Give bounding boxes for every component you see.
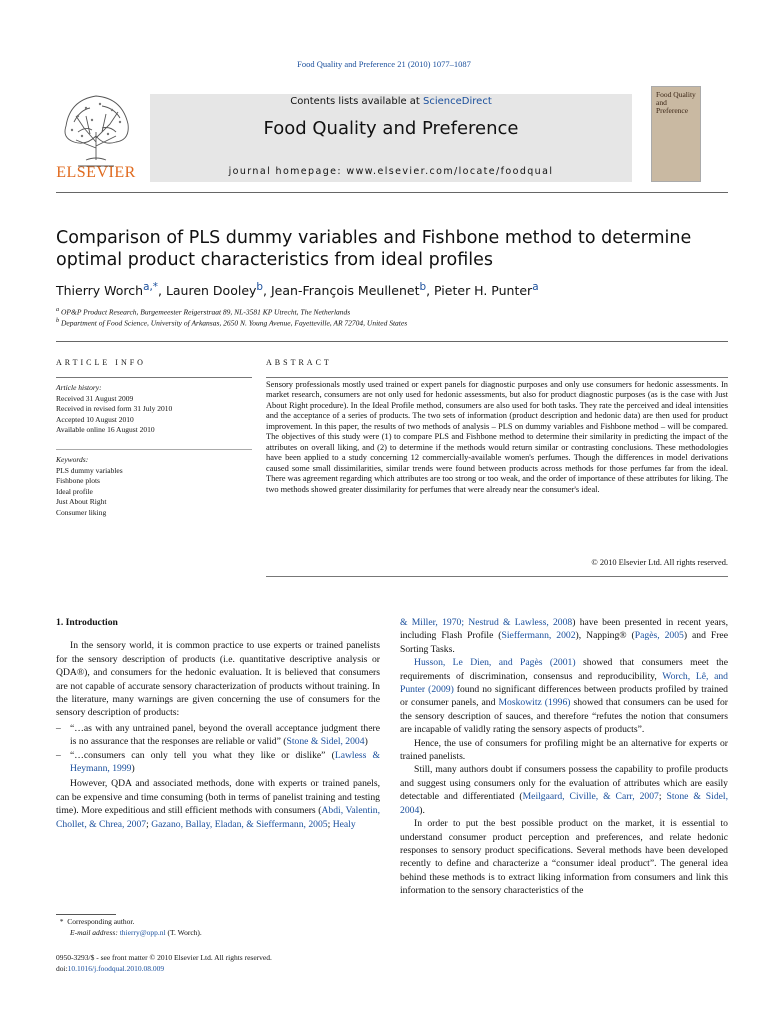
journal-cover-thumbnail <box>651 86 701 182</box>
corresponding-author <box>56 917 380 928</box>
paragraph: In the sensory world, it is common practice to use experts or trained panelists for the sensory description of products (i.e. quantitative descriptive analysis or QDA®), and consumers for the hedonic evaluation. It is believed that consumers are not capable of accurate sensory characterization of products without training. In the literature, many warnings are given concerning the use of consumers for the sensory description of products: <box>56 640 380 719</box>
reference-link[interactable]: Gazano, Ballay, Eladan, & Sieffermann, 2005 <box>151 818 328 830</box>
author-name: Pieter H. Punter <box>434 283 533 299</box>
paragraph-text: However, QDA and associated methods, done with experts or trained panels, can be expensive and time consuming (both in terms of panelist training and testing time). More expeditious and still efficient methods with consumers ( <box>56 778 380 817</box>
history-item: Received in revised form 31 July 2010 <box>56 404 173 413</box>
paragraph <box>400 763 728 817</box>
footnote-text: Corresponding author. <box>67 917 135 926</box>
doi-prefix: doi: <box>56 963 68 973</box>
reference-link[interactable]: Meilgaard, Civille, & Carr, 2007 <box>522 791 659 803</box>
doi-line <box>56 964 456 975</box>
body-left-column <box>56 616 380 831</box>
quote-item <box>56 722 380 749</box>
author-sup[interactable]: b <box>256 281 264 293</box>
affiliation-sup: a <box>56 306 60 313</box>
paragraph-text: showed that consumers meet the requirements of discrimination, consensus and reproducibility, <box>400 657 728 682</box>
keyword: Ideal profile <box>56 486 93 496</box>
author-sup[interactable]: a <box>532 281 539 293</box>
affiliation-text: Department of Food Science, University of Arkansas, 2650 N. Young Avenue, Fayetteville, AR 72704, United States <box>61 318 408 328</box>
sciencedirect-link[interactable]: ScienceDirect <box>423 96 492 107</box>
email-label: E-mail address: <box>70 927 120 937</box>
front-matter <box>56 953 456 974</box>
article-title: Comparison of PLS dummy variables and Fishbone method to determine optimal product characteristics from ideal profiles <box>56 228 692 270</box>
abstract-bottom-divider <box>266 576 728 577</box>
email-line <box>56 928 380 939</box>
section-heading: 1. Introduction <box>56 617 118 628</box>
reference-link[interactable]: Abdi, Valentin, Chollet, & Chrea, 2007 <box>56 805 381 830</box>
author-list: Thierry Worch$^{a,*}$, Lauren Dooley$^b$, Jean-François Meullenet$^b$, Pieter H. Punter$^a$ <box>56 281 539 299</box>
history-item: Available online 16 August 2010 <box>56 425 155 434</box>
reference-link[interactable]: Sieffermann, 2002 <box>501 630 576 642</box>
paragraph-text: showed that consumers can be used for the sensory description of sauces, and therefore “refutes the notion that consumers are incapable of validly rating the sensory aspects of products”. <box>400 697 728 736</box>
paragraph-text: ), Napping® ( <box>575 630 635 642</box>
contents-prefix: Contents lists available at <box>290 96 424 107</box>
quote-text: “…as with any untrained panel, beyond the overall acceptance judgment there is no assurance that the responses are reliable or valid” ( <box>70 722 380 748</box>
keyword: Just About Right <box>56 497 107 506</box>
quote-end: ) <box>131 763 135 775</box>
cover-title: Food Quality and Preference <box>656 90 696 115</box>
paragraph-text: ) have been presented in recent years, including Flash Profile ( <box>400 617 728 642</box>
journal-homepage[interactable]: journal homepage: www.elsevier.com/locate/foodqual <box>228 166 554 177</box>
abstract-copyright: © 2010 Elsevier Ltd. All rights reserved. <box>591 558 728 567</box>
footnote-star: * <box>59 917 64 926</box>
contents-available <box>150 96 632 107</box>
reference-link[interactable]: Worch, Lê, and Punter (2009) <box>400 670 728 696</box>
quote-end: ) <box>364 736 368 748</box>
author-name: Jean-François Meullenet <box>270 283 420 299</box>
issn-line: 0950-3293/$ - see front matter © 2010 Elsevier Ltd. All rights reserved. <box>56 953 272 962</box>
reference-link[interactable]: Healy <box>332 818 356 830</box>
paragraph-text: Still, many authors doubt if consumers possess the capability to profile products and suggest using consumers only for the evaluation of attributes which are easily detectable and differentiated ( <box>400 764 728 803</box>
journal-banner <box>150 94 632 182</box>
reference-link[interactable]: Moskowitz (1996) <box>498 697 571 709</box>
body-right-column <box>400 616 728 898</box>
keyword: Consumer liking <box>56 507 107 517</box>
affiliation <box>56 317 736 328</box>
footnote-divider <box>56 914 116 915</box>
affiliation-text: OP&P Product Research, Burgemeester Reigerstraat 89, NL-3581 KP Utrecht, The Netherlands <box>61 307 351 317</box>
author-sup[interactable]: b <box>419 281 427 293</box>
journal-citation[interactable]: Food Quality and Preference 21 (2010) 1077–1087 <box>297 59 471 69</box>
history-item: Accepted 10 August 2010 <box>56 414 134 424</box>
reference-link[interactable]: & Miller, 1970; Nestrud & Lawless, 2008 <box>400 617 573 628</box>
keyword: Fishbone plots <box>56 476 100 485</box>
author-name: Lauren Dooley <box>165 283 257 299</box>
quote-list <box>56 722 380 776</box>
email-suffix: (T. Worch). <box>165 927 202 937</box>
paragraph <box>400 616 728 656</box>
paragraph <box>56 777 380 831</box>
article-info-divider <box>56 377 252 378</box>
paragraph: Hence, the use of consumers for profiling might be an alternative for experts or trained panelists. <box>400 737 728 763</box>
paragraph: In order to put the best possible product on the market, it is essential to understand consumer product perception and preferences, and relate hedonic responses to sensory product specifications. Several methods have been developed recently to define and characterize a “consumer ideal product”. The general idea behind these methods is to extract liking information from consumers and link this information to the sensory characteristics of the <box>400 818 728 897</box>
footnote <box>56 917 380 938</box>
author-name: Thierry Worch <box>56 283 144 299</box>
ref-separator: ; <box>327 818 333 830</box>
affiliation <box>56 306 736 317</box>
history-item: Received 31 August 2009 <box>56 393 134 403</box>
reference-link[interactable]: Pagès, 2005 <box>634 630 684 642</box>
reference-link[interactable]: Stone & Sidel, 2004 <box>400 791 728 816</box>
header-divider <box>56 192 728 193</box>
author-sup[interactable]: a,* <box>143 281 158 293</box>
reference-link[interactable]: Husson, Le Dien, and Pagès (2001) <box>414 657 576 669</box>
abstract-heading: ABSTRACT <box>266 358 332 367</box>
article-history <box>56 383 252 436</box>
paragraph <box>400 656 728 736</box>
quote-item <box>56 749 380 776</box>
paragraph-text: found no significant differences between products profiled by trained or consumer panels, and <box>400 684 728 709</box>
keyword: PLS dummy variables <box>56 465 123 475</box>
reference-link[interactable]: Lawless & Heymann, 1999 <box>70 749 381 775</box>
doi-link[interactable]: 10.1016/j.foodqual.2010.08.009 <box>67 963 165 973</box>
keywords-divider <box>56 449 252 450</box>
abstract-text: Sensory professionals mostly used trained or expert panels for diagnostic purposes and only use consumers for hedonic assessments. In market research, consumers are not only used for hedonic assessments, but also for product diagnostic purposes (as is the case with Just About Right procedure). In the Ideal Profile method, consumers are also used for both tasks. They rate the perceived and ideal intensities and the acceptance of a series of products. The two sets of information (product description and hedonic data) are then used for product improvement. In this paper, the results of two methods of analysis – PLS on dummy variables and Fishbone method – will be compared. The objectives of this study were (1) to compare PLS and Fishbone method to determine their similarity in predicting the impact of the attributes on overall liking, and (2) to determine if the methods would return similar or contrasting conclusions. These methodologies have been applied to a study concerning 12 commercially-available women's perfumes. Though the differences in model derivations caused some small dissimilarities, similar trends were found between products across methods for those perfumes far from the ideal. There was agreement regarding which attributes are too strong or too weak, and the order of importance of these attributes for liking. The two methods showed greater dissimilarity for perfumes that were already near the consumer's ideal. <box>266 380 728 494</box>
paragraph-text: ). <box>419 804 425 816</box>
paragraph-text: ) and Free Sorting Tasks. <box>400 630 728 655</box>
ref-separator: ; <box>146 818 152 830</box>
email-link[interactable]: thierry@opp.nl <box>119 927 166 937</box>
ref-separator: ; <box>658 791 667 803</box>
keywords <box>56 455 252 518</box>
elsevier-wordmark: ELSEVIER <box>56 164 136 181</box>
keywords-label: Keywords: <box>56 455 89 464</box>
article-info-heading: ARTICLE INFO <box>56 358 146 367</box>
section-divider <box>56 341 728 342</box>
affiliation-sup: b <box>56 317 60 324</box>
journal-title: Food Quality and Preference <box>263 118 519 139</box>
quote-text: “…consumers can only tell you what they like or dislike” ( <box>70 749 335 761</box>
abstract-divider <box>266 377 728 378</box>
history-label: Article history: <box>56 383 102 392</box>
reference-link[interactable]: Stone & Sidel, 2004 <box>286 736 365 748</box>
